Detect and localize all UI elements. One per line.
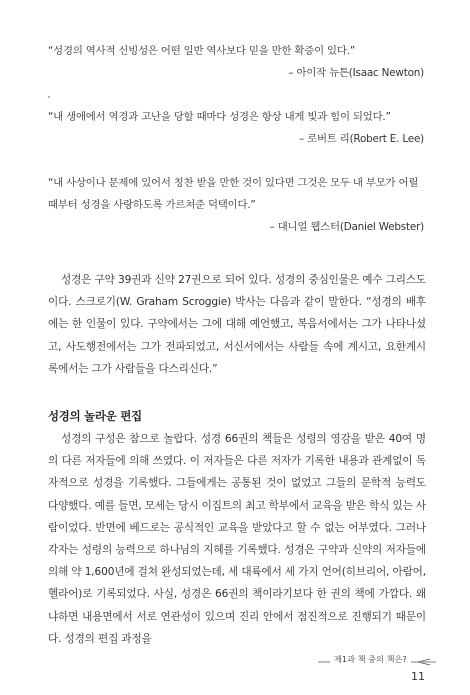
quote-author: – 대니얼 웹스터(Daniel Webster) [269,221,424,233]
quote-text: “내 사상이나 문제에 있어서 칭찬 받을 만한 것이 있다면 그것은 모두 내 부모가 어릴 때부터 성경을 사랑하도록 가르쳐준 덕택이다.” [48,177,419,211]
running-title: 제1과 책 중의 책은? [330,654,411,665]
quote-text: “내 생애에서 역경과 고난을 당할 때마다 성경은 항상 내게 빛과 힘이 되었다.” [48,111,391,123]
quote-text: “성경의 역사적 신빙성은 어떤 일반 역사보다 믿을 만한 확증이 있다.” [48,45,356,57]
body-paragraph [48,428,426,650]
quote-lee [48,106,428,150]
paragraph-text: 성경의 구성은 참으로 놀랍다. 성경 66권의 책들은 성령의 영감을 받은 40여 명의 다른 저자들에 의해 쓰였다. 이 저자들은 다른 저자가 기록한 내용과 관계없이 독자적으로 성경을 기록했다. 그들에게는 공통된 것이 없었고 그들의 문학적 능력도 다양했다. 예를 들면, 모세는 당시 이집트의 최고 학부에서 교육을 받은 학식 있는 사람이었다. 반면에 베드로는 공식적인 교육을 받았다고 할 수 없는 어부였다. 그러나 각자는 성령의 능력으로 하나님의 지혜를 기록했다. 성경은 구약과 신약의 저자들에 의해 약 1,600년에 걸쳐 완성되었는데, 세 대륙에서 세 가지 언어(히브리어, 아람어, 헬라어)로 기록되었다. 사실, 성경은 66권의 책이라기보다 한 권의 책에 가깝다. 왜냐하면 내용면에서 서로 연관성이 있으며 진리 안에서 점진적으로 진행되기 때문이다. 성경의 편집 과정을 [48,433,426,645]
body-paragraph [48,269,426,380]
quote-webster [48,172,428,238]
section-heading: 성경의 놀라운 편집 [48,409,142,423]
quote-author: – 아이작 뉴튼(Isaac Newton) [288,67,424,79]
page-number: 11 [411,670,425,683]
separator-dot [48,96,50,98]
quote-author: – 로버트 리(Robert E. Lee) [299,133,424,145]
paragraph-text: 성경은 구약 39권과 신약 27권으로 되어 있다. 성경의 중심인물은 예수 그리스도이다. 스크로기(W. Graham Scroggie) 박사는 다음과 같이 말한다. “성경의 배후에는 한 인물이 있다. 구약에서는 그에 대해 예언했고, 복음서에서는 그가 나타나셨고, 사도행전에서는 그가 전파되었고, 서신서에서는 사람들 속에 계시고, 요한계시록에서는 그가 사람들을 다스리신다.” [48,274,426,375]
quote-newton [48,40,428,84]
